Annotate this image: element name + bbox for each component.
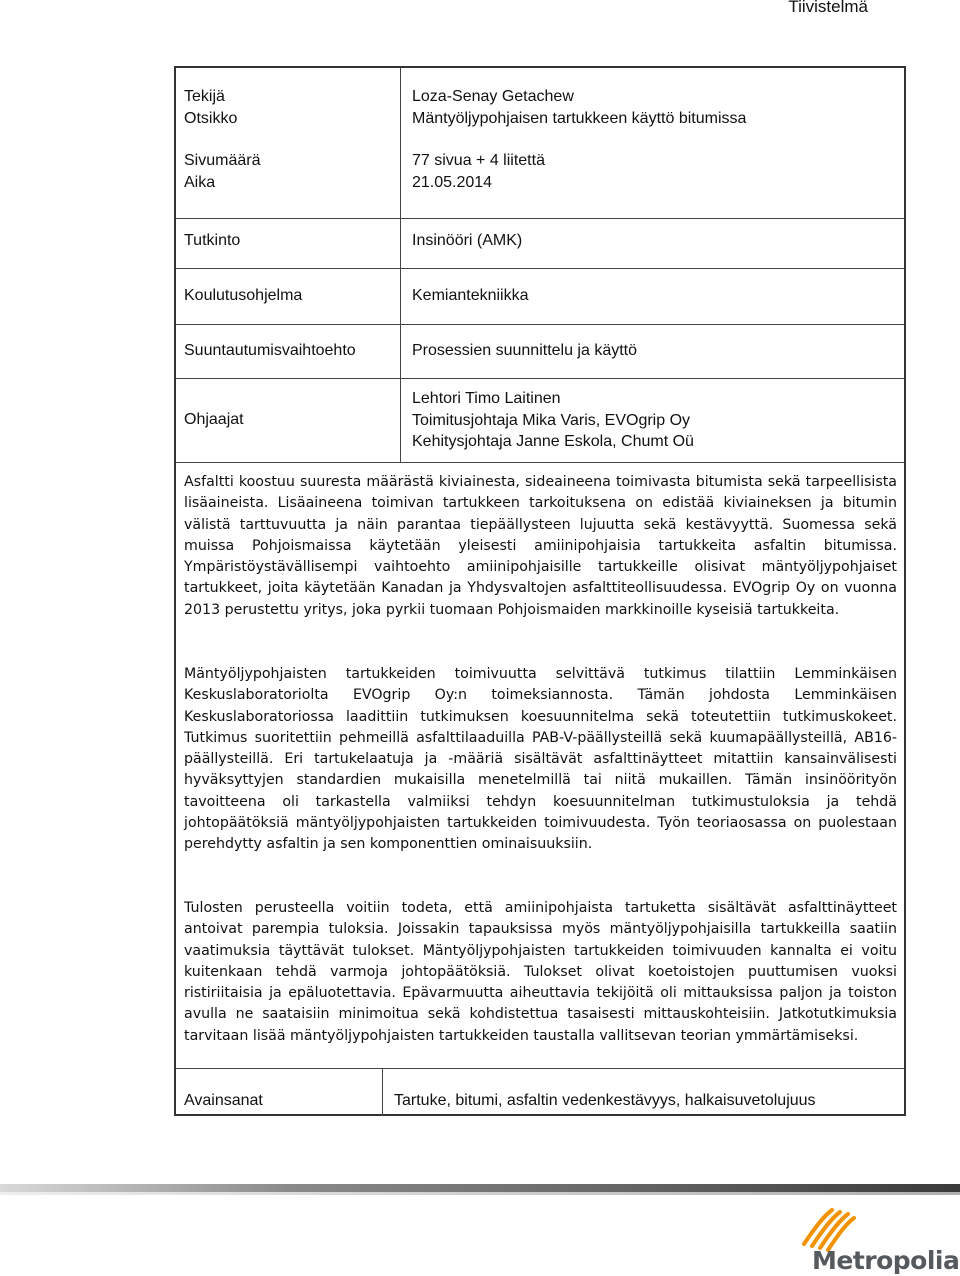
divider <box>176 268 904 269</box>
pages-label: Sivumäärä <box>184 152 261 169</box>
supervisor-3: Kehitysjohtaja Janne Eskola, Chumt Oü <box>412 433 694 450</box>
date-label: Aika <box>184 173 216 191</box>
date-value: 21.05.2014 <box>412 173 493 191</box>
supervisor-1: Lehtori Timo Laitinen <box>412 390 561 407</box>
column-divider <box>382 1068 383 1116</box>
abstract-paragraph-3: Tulosten perusteella voitiin todeta, että amiinipohjaista tartuketta sisältävät asfalttinäytteet antoivat parempia tuloksia. Joissakin tapauksissa myös mäntyöljypohjaisilla tartukkeilla saatiin vaatimuksia täyttävät tulokset. Mäntyöljypohjaisten tartukkeiden toimivuuden kannalta ei voitu kuitenkaan tehdä varmoja johtopäätöksiä. Tulokset olivat koetoistojen puuttumisen vuoksi ristiriitaisia ja epäluotettavia. Epävarmuutta aiheuttavia tekijöitä oli mittauksissa paljon ja toiston avulla ne saataisiin minimoitua sekä kohdistettua tasaisesti mittauskohteisiin. Jatkotutkimuksia tarvitaan lisää mäntyöljypohjaisten tartukkeiden taustalla vallitsevan teorian ymmärtämiseksi. <box>184 900 897 1044</box>
abstract-paragraph-1: Asfaltti koostuu suuresta määrästä kiviainesta, sideaineena toimivasta bitumista sekä tarpeellisista lisäaineista. Lisäaineena toimivan tartukkeen tarkoituksena on edistää kiviaineksen ja bitumin välistä tarttuvuutta ja näin parantaa tiepäällysteen lujuutta sekä kestävyyttä. Suomessa sekä muissa Pohjoismaissa käytetään yleisesti amiinipohjaisia tartukkeita asfaltin bitumissa. Ympäristöystävällisempi vaihtoehto amiinipohjaisille tartukkeille olisivat mäntyöljypohjaiset tartukkeet, joita käytetään Kanadan ja Yhdysvaltojen asfalttiteollisuudessa. EVOgrip Oy on vuonna 2013 perustettu yritys, joka pyrkii tuomaan Pohjoismaiden markkinoille kyseisiä tartukkeita. <box>184 474 897 618</box>
degree-value: Insinööri (AMK) <box>412 232 523 249</box>
divider <box>176 1068 904 1069</box>
orientation-value: Prosessien suunnittelu ja käyttö <box>412 342 638 359</box>
orientation-label: Suuntautumisvaihtoehto <box>184 342 356 359</box>
degree-label: Tutkinto <box>184 232 241 249</box>
author-value: Loza-Senay Getachew <box>412 88 574 105</box>
footer-band-highlight <box>0 1192 960 1195</box>
supervisors-label: Ohjaajat <box>184 411 244 428</box>
abstract-paragraph-2: Mäntyöljypohjaisten tartukkeiden toimivuutta selvittävä tutkimus tilattiin Lemminkäisen Keskuslaboratoriolta EVOgrip Oy:n toimeksiannosta. Tämän johdosta Lemminkäisen Keskuslaboratoriossa laadittiin tutkimuksen koesuunnitelma sekä toteutettiin tutkimuskokeet. Tutkimus suoritettiin pehmeillä asfalttilaaduilla PAB-V-päällysteillä sekä kuumapäällysteillä, AB16-päällysteillä. Eri tartukelaatuja ja -määriä sisältävät asfalttinäytteet mitattiin kansainvälisesti hyväksyttyjen standardien mukaisilla menetelmillä tai niitä mukaillen. Tämän insinöörityön tavoitteena oli tarkastella valmiiksi tehdyn koesuunnitelman tutkimustuloksia ja tehdä johtopäätöksiä mäntyöljypohjaisten tartukkeiden toimivuudesta. Työn teoriaosassa on puolestaan perehdytty asfaltin ja sen komponenttien ominaisuuksiin. <box>184 666 897 853</box>
programme-label: Koulutusohjelma <box>184 287 303 304</box>
footer-band <box>0 1184 960 1192</box>
column-divider <box>400 68 401 462</box>
author-label: Tekijä <box>184 88 225 105</box>
programme-value: Kemiantekniikka <box>412 287 529 304</box>
keywords-label: Avainsanat <box>184 1092 263 1109</box>
divider <box>176 378 904 379</box>
abstract-form <box>174 66 906 1116</box>
pages-value: 77 sivua + 4 liitettä <box>412 152 545 169</box>
title-label: Otsikko <box>184 109 238 127</box>
logo-wordmark: Metropolia <box>812 1246 960 1275</box>
page-header-label: Tiivistelmä <box>788 0 868 16</box>
keywords-value: Tartuke, bitumi, asfaltin vedenkestävyys, halkaisuvetolujuus <box>394 1092 816 1109</box>
divider <box>176 324 904 325</box>
supervisor-2: Toimitusjohtaja Mika Varis, EVOgrip Oy <box>412 411 691 429</box>
title-value: Mäntyöljypohjaisen tartukkeen käyttö bitumissa <box>412 109 747 127</box>
divider <box>176 462 904 463</box>
divider <box>176 218 904 219</box>
